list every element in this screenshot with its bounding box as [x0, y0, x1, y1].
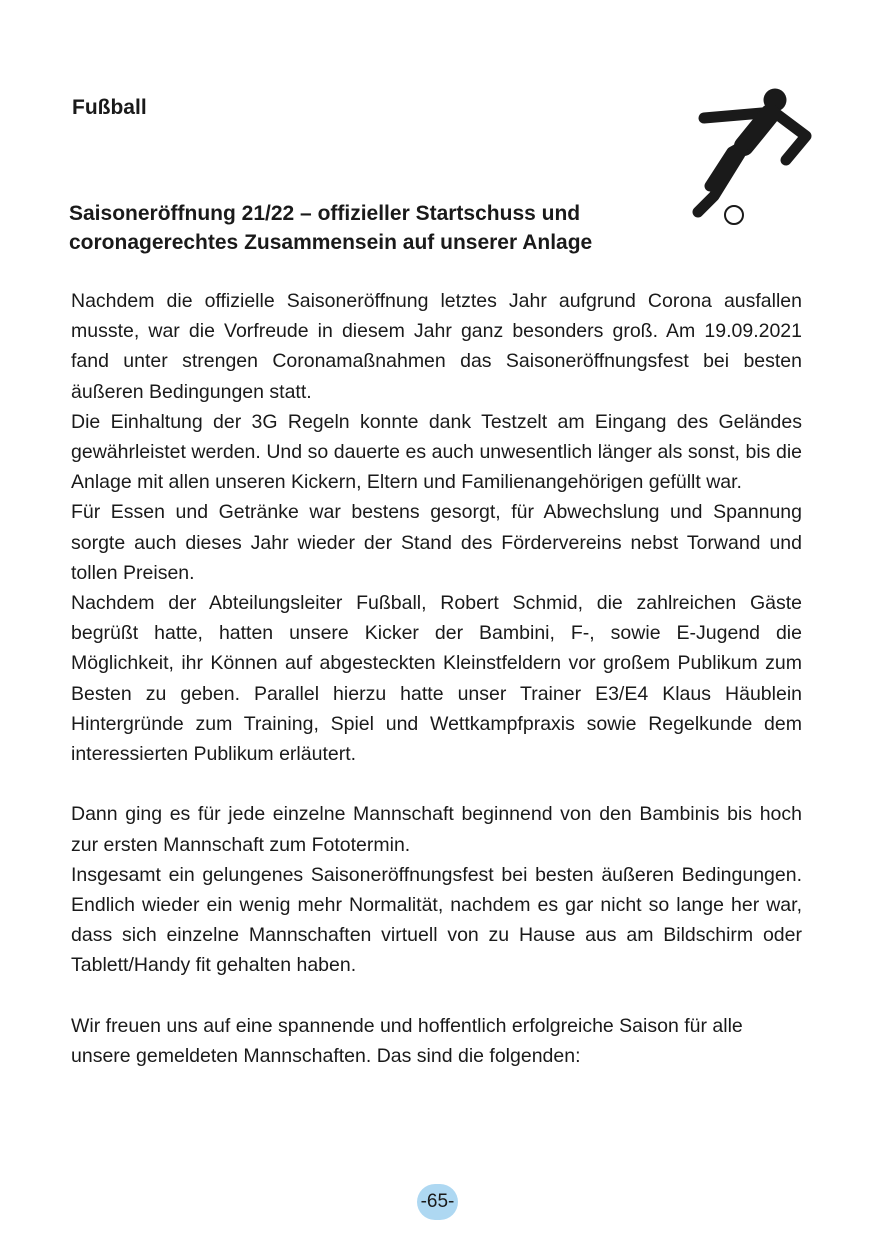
article-headline — [69, 199, 709, 257]
headline-line-2: coronagerechtes Zusammensein auf unserer Anlage — [69, 231, 593, 254]
headline-line-1: Saisoneröffnung 21/22 – offizieller Startschuss und — [69, 202, 581, 225]
paragraph: Die Einhaltung der 3G Regeln konnte dank Testzelt am Eingang des Geländes gewährleistet werden. Und so dauerte es auch unwesentlich länger als sonst, bis die Anlage mit allen unseren Kickern, Eltern und Familienangehörigen gefüllt war. — [71, 410, 802, 494]
paragraph: Nachdem der Abteilungsleiter Fußball, Robert Schmid, die zahlreichen Gäste begrüßt hatte, hatten unsere Kicker der Bambini, F-, sowie E-Jugend die Möglichkeit, ihr Können auf abgesteckten Kleinstfeldern vor großem Publikum zum Besten zu geben. Parallel hierzu hatte unser Trainer E3/E4 Klaus Häublein Hintergründe zum Training, Spiel und Wettkampfpraxis sowie Regelkunde dem interessierten Publikum erläutert. — [71, 592, 802, 766]
paragraph: Insgesamt ein gelungenes Saisoneröffnungsfest bei besten äußeren Bedingungen. Endlich wieder ein wenig mehr Normalität, nachdem es gar nicht so lange her war, dass sich einzelne Mannschaften virtuell von zu Hause aus am Bildschirm oder Tablett/Handy fit gehalten haben. — [71, 863, 802, 977]
page-number-badge: -65- — [417, 1184, 458, 1220]
paragraph: Wir freuen uns auf eine spannende und hoffentlich erfolgreiche Saison für alle unsere gemeldeten Mannschaften. Das sind die folgenden: — [71, 1014, 743, 1068]
paragraph: Dann ging es für jede einzelne Mannschaft beginnend von den Bambinis bis hoch zur ersten Mannschaft zum Fototermin. — [71, 803, 802, 856]
paragraph: Für Essen und Getränke war bestens gesorgt, für Abwechslung und Spannung sorgte auch dieses Jahr wieder der Stand des Fördervereins nebst Torwand und tollen Preisen. — [71, 501, 802, 584]
article-body — [71, 286, 802, 1071]
paragraph: Nachdem die offizielle Saisoneröffnung letztes Jahr aufgrund Corona ausfallen musste, war die Vorfreude in diesem Jahr ganz besonders groß. Am 19.09.2021 fand unter strengen Coronamaßnahmen das Saisoneröffnungsfest bei besten äußeren Bedingungen statt. — [71, 290, 802, 403]
section-title: Fußball — [72, 96, 147, 119]
